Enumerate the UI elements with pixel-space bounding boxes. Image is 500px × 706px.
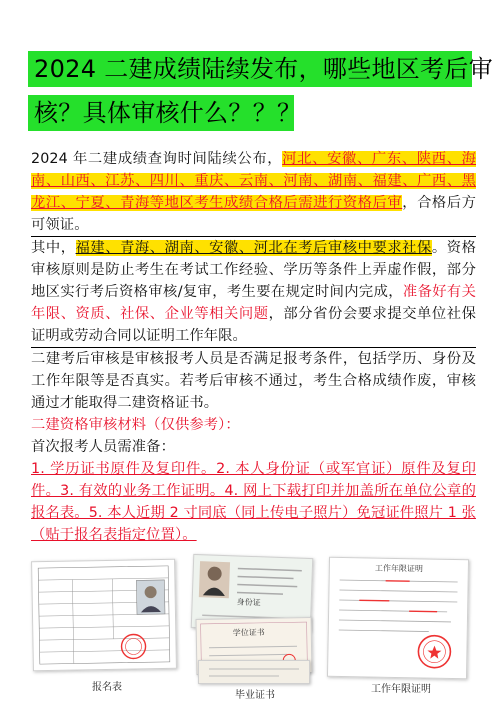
paragraph-1-lead: 2024 年二建成绩查询时间陆续公布，: [31, 151, 283, 167]
document-photos: [30, 556, 470, 701]
paragraph-2: [31, 237, 476, 347]
graduation-certificate-photo: [198, 660, 310, 684]
work-certificate-photo: [327, 557, 469, 679]
title-line-1: 2024 二建成绩陆续发布，哪些地区考后审: [34, 55, 494, 83]
registration-form-caption: 报名表: [92, 682, 122, 693]
title-line-2: 核？具体审核什么？？？: [34, 99, 302, 127]
paragraph-1-tail: ，合格后方可领证。: [31, 195, 477, 233]
form-drawing: [32, 560, 176, 670]
materials-heading: 二建资格审核材料（仅供参考）：: [31, 417, 240, 433]
paragraph-1-regions: 河北、安徽、广东、陕西、海南、山西、江苏、四川、重庆、云南、河南、湖南、福建、广西、黑龙江、宁夏、青海等地区考生成绩合格后需进行资格后审: [31, 151, 476, 211]
work-certificate-caption: 工作年限证明: [371, 684, 431, 695]
paragraph-2-highlight: 准备好有关年限、资质、社保、企业等相关问题: [31, 284, 476, 322]
work-certificate-title: 工作年限证明: [374, 563, 423, 574]
work-certificate-drawing: [328, 558, 468, 678]
paragraph-2-regions: 福建、青海、湖南、安徽、河北在考后审核中要求社保: [75, 240, 432, 256]
first-time-heading: 首次报考人员需准备：: [31, 439, 175, 455]
graduation-certificate-caption: 毕业证书: [235, 690, 275, 701]
degree-label: 学位证书: [232, 627, 265, 638]
graduation-drawing: [199, 661, 309, 683]
paragraph-2-tail: ，部分省份会要求提交单位社保证明或劳动合同以证明工作年限。: [31, 306, 476, 344]
paragraph-1: [31, 148, 476, 236]
materials-list: 1. 学历证书原件及复印件。2. 本人身份证（或军官证）原件及复印件。3. 有效的业务工作证明。4. 网上下载打印并加盖所在单位公章的报名表。5. 本人近期 2 寸同底（同上传电子照片）免冠证件照片 1 张（贴于报名表指定位置）。: [31, 461, 476, 543]
paragraph-2-mid: 。资格审核原则是防止考生在考试工作经验、学历等条件上弄虚作假，部分地区实行考后资格审核/复审，考生要在规定时间内完成，: [31, 240, 476, 300]
id-card-label: 身份证: [236, 597, 261, 608]
paragraph-3: 二建考后审核是审核报考人员是否满足报考条件，包括学历、身份及工作年限等是否真实。若考后审核不通过，考生合格成绩作废，审核通过才能取得二建资格证书。: [31, 351, 476, 411]
registration-form-photo: [31, 559, 177, 671]
paragraph-2-lead: 其中，: [31, 240, 76, 256]
article-body: [31, 148, 476, 546]
